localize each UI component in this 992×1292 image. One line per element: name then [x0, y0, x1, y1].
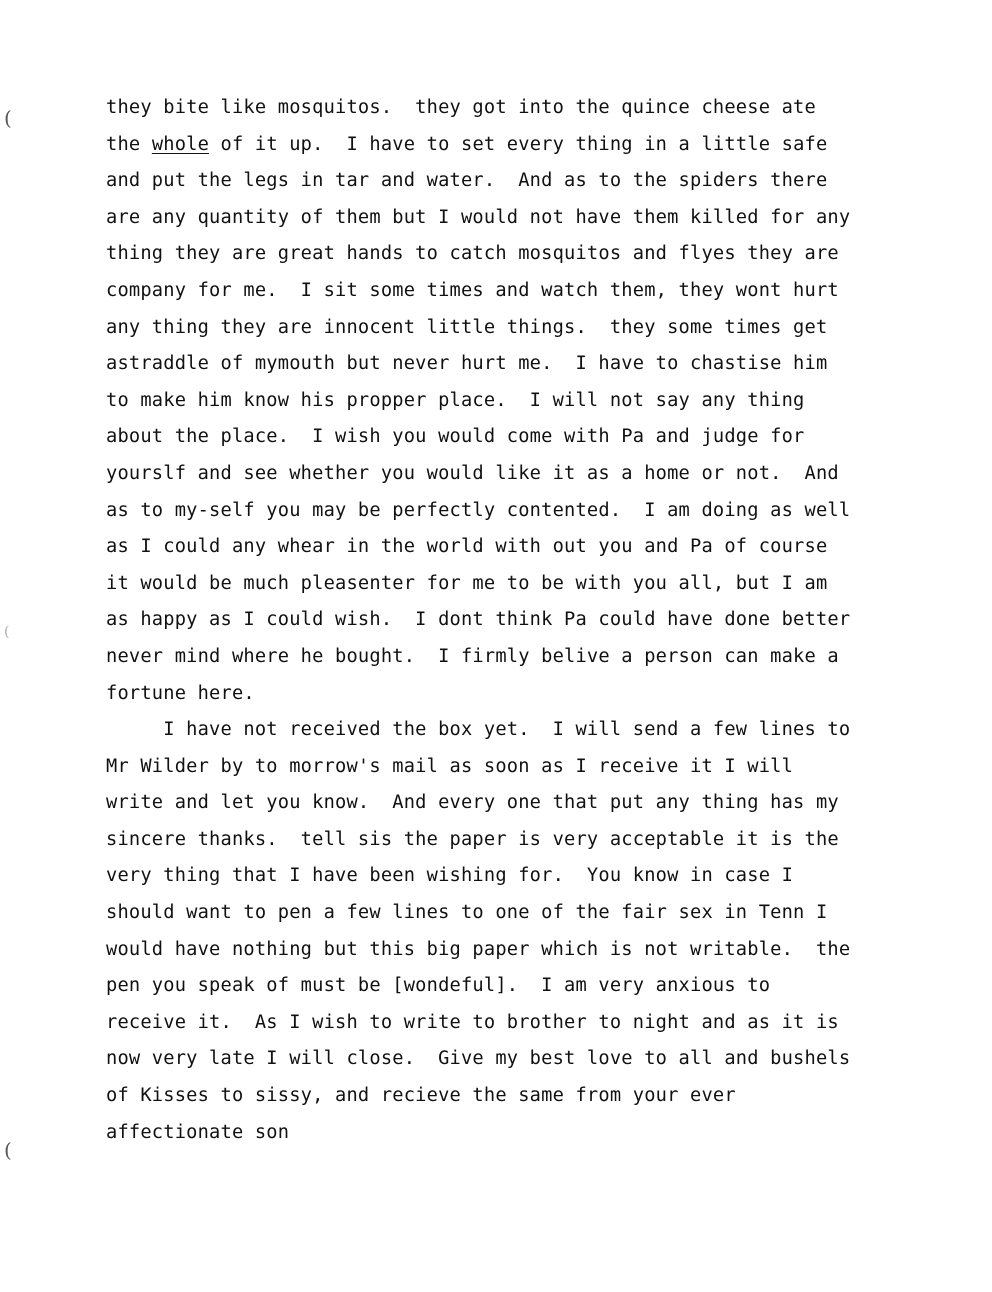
- text-line: are any quantity of them but I would not have them killed for any: [106, 206, 851, 228]
- text-line: of Kisses to sissy, and recieve the same from your ever: [106, 1085, 736, 1107]
- text-segment: of it up. I have to set every thing in a little safe: [209, 133, 828, 155]
- text-line: Mr Wilder by to morrow's mail as soon as I receive it I will: [106, 755, 794, 777]
- underlined-word: whole: [151, 133, 210, 155]
- text-segment: the: [106, 133, 152, 155]
- text-line: they bite like mosquitos. they got into the quince cheese ate: [106, 97, 816, 118]
- text-line: write and let you know. And every one that put any thing has my: [106, 792, 839, 814]
- text-line: to make him know his propper place. I will not say any thing: [106, 389, 805, 411]
- text-line: and put the legs in tar and water. And as to the spiders there: [106, 170, 828, 192]
- text-line: company for me. I sit some times and watch them, they wont hurt: [106, 279, 839, 301]
- signature-closing: affectionate son: [106, 1121, 290, 1143]
- text-line: would have nothing but this big paper which is not writable. the: [106, 938, 851, 960]
- paragraph-2: [106, 712, 966, 1151]
- margin-binding-mark-bottom: (: [4, 1138, 12, 1162]
- text-line: astraddle of mymouth but never hurt me. I have to chastise him: [106, 353, 828, 375]
- text-line: receive it. As I wish to write to brother to night and as it is: [106, 1011, 839, 1033]
- paragraph-1: [106, 90, 966, 712]
- text-line: I have not received the box yet. I will send a few lines to: [106, 719, 851, 741]
- text-line: very thing that I have been wishing for. You know in case I: [106, 865, 794, 887]
- text-line: now very late I will close. Give my best love to all and bushels: [106, 1048, 851, 1070]
- text-line: about the place. I wish you would come with Pa and judge for: [106, 426, 805, 448]
- text-line: as to my-self you may be perfectly contented. I am doing as well: [106, 499, 851, 521]
- text-line: [106, 127, 966, 164]
- text-line: should want to pen a few lines to one of the fair sex in Tenn I: [106, 902, 828, 924]
- text-line: as I could any whear in the world with out you and Pa of course: [106, 536, 828, 558]
- letter-body: [106, 90, 966, 1151]
- text-line: it would be much pleasenter for me to be with you all, but I am: [106, 572, 828, 594]
- text-line: as happy as I could wish. I dont think Pa could have done better: [106, 609, 851, 631]
- text-line: sincere thanks. tell sis the paper is very acceptable it is the: [106, 828, 839, 850]
- text-line: fortune here.: [106, 682, 255, 704]
- text-line: pen you speak of must be [wondeful]. I am very anxious to: [106, 975, 771, 997]
- text-line: never mind where he bought. I firmly belive a person can make a: [106, 645, 839, 667]
- margin-binding-mark-top: (: [4, 106, 12, 130]
- text-line: thing they are great hands to catch mosquitos and flyes they are: [106, 243, 839, 265]
- text-line: yourslf and see whether you would like it as a home or not. And: [106, 462, 839, 484]
- text-line: any thing they are innocent little things. they some times get: [106, 316, 828, 338]
- margin-binding-mark-middle: (: [4, 624, 10, 640]
